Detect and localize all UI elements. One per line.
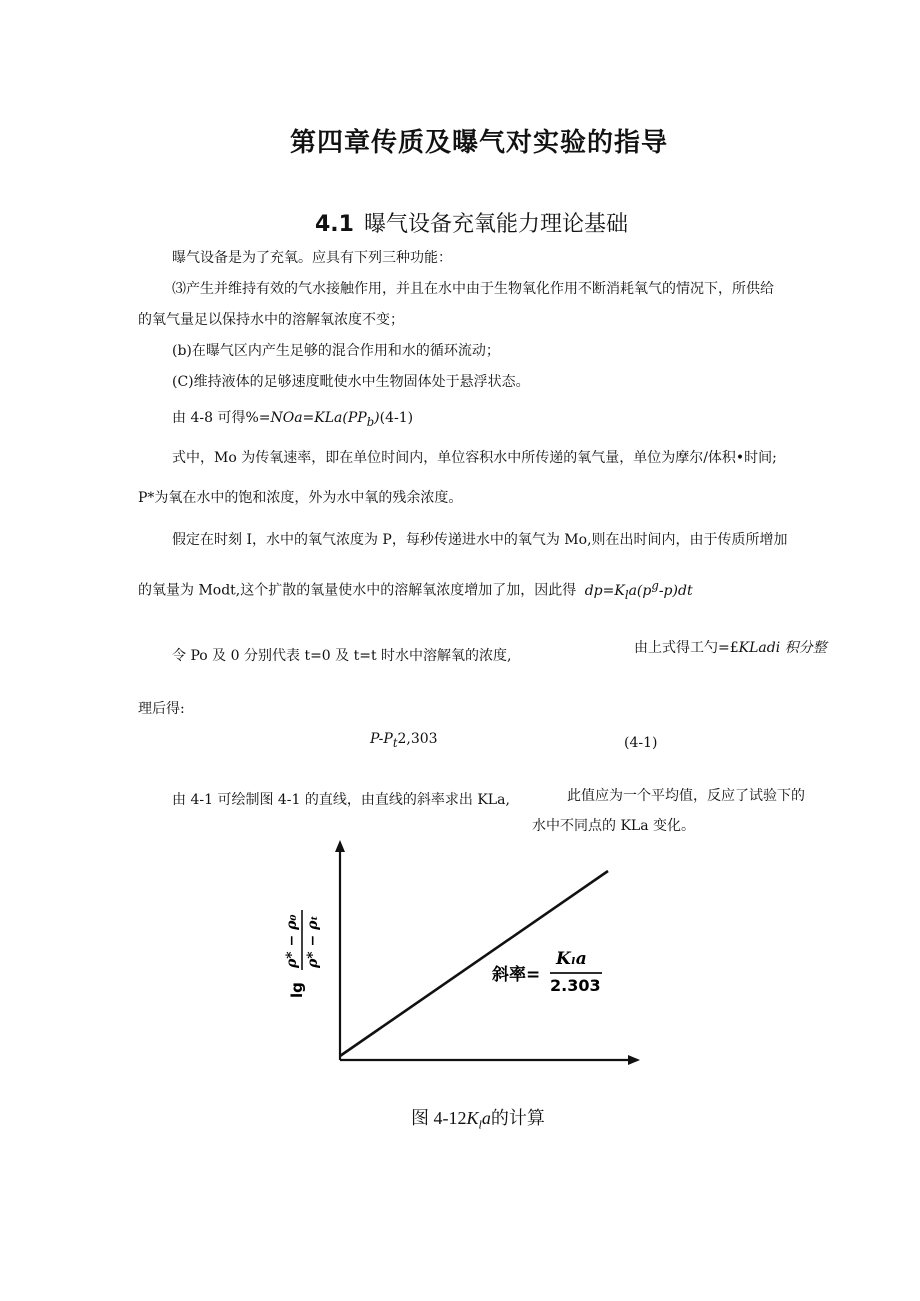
- slope-numerator: Kₗa: [556, 949, 587, 969]
- para-item-c: (C)维持液体的足够速度毗使水中生物固体处于悬浮状态。: [172, 374, 530, 390]
- result-equation: [370, 729, 438, 753]
- para-avg-line2: 水中不同点的 KLa 变化。: [532, 818, 696, 834]
- caption-suffix: 的计算: [490, 1108, 545, 1128]
- ylabel-lg: lg: [288, 982, 306, 998]
- para-intro: 曝气设备是为了充氧。应具有下列三种功能：: [172, 250, 452, 266]
- para-let-line: 令 Po 及 0 分别代表 t=0 及 t=t 时水中溶解氧的浓度,: [172, 648, 512, 664]
- para-item-a-line2: 的氧气量足以保持水中的溶解氧浓度不变；: [138, 312, 404, 328]
- kla-figure: [260, 838, 660, 1070]
- eq-suffix: (4-1): [379, 410, 414, 426]
- assume-prefix: 的氧量为 Modt,这个扩散的氧量使水中的溶解氧浓度增加了加，因此得: [138, 582, 577, 599]
- section-number: 4.1: [315, 212, 354, 237]
- ylabel-denominator: ρ* − ρₜ: [305, 915, 321, 968]
- para-item-a-line1: ⑶产生并维持有效的气水接触作用，并且在水中由于生物氧化作用不断消耗氧气的情况下，所供给: [172, 281, 774, 297]
- section-heading: [315, 207, 628, 238]
- para-assume-line2: [138, 575, 693, 604]
- caption-prefix: 图 4-12: [411, 1108, 467, 1128]
- para-avg-line1: 此值应为一个平均值，反应了试验下的: [567, 788, 805, 804]
- result-equation-label: (4-1): [624, 735, 658, 751]
- y-axis-arrow: [335, 840, 345, 852]
- chapter-title: 第四章传质及曝气对实验的指导: [290, 128, 669, 158]
- para-integrate: [634, 638, 827, 658]
- integrate-prefix: 由上式得工勺=£: [634, 640, 739, 656]
- para-item-b: (b)在曝气区内产生足够的混合作用和水的循环流动；: [172, 343, 500, 359]
- eq-subscript: b: [366, 414, 375, 429]
- eq-close: ): [374, 410, 380, 426]
- integrate-formula: KLadi 积分整: [738, 640, 827, 656]
- para-assume-line1: 假定在时刻 I，水中的氧气浓度为 P，每秒传递进水中的氧气为 Mo,则在出时间内，由于传质所增加: [172, 532, 788, 548]
- para-def-line1: 式中，Mo 为传氧速率，即在单位时间内，单位容积水中所传递的氧气量，单位为摩尔/体积•时间;: [172, 450, 777, 466]
- para-plot-line: 由 4-1 可绘制图 4-1 的直线，由直线的斜率求出 KLa,: [172, 792, 510, 808]
- para-after-line: 理后得:: [138, 701, 185, 717]
- result-subscript: t: [392, 735, 398, 750]
- slope-denominator: 2.303: [550, 976, 601, 995]
- figure-caption: [411, 1104, 545, 1133]
- equation-line: [172, 408, 413, 432]
- assume-formula: $dp=K_la(p^g-p)dt$: [584, 578, 693, 602]
- x-axis-arrow: [628, 1055, 640, 1065]
- section-title: 曝气设备充氧能力理论基础: [363, 212, 628, 237]
- para-def-line2: P*为氧在水中的饱和浓度，外为水中氧的残余浓度。: [138, 490, 463, 506]
- caption-formula-end: a: [481, 1108, 491, 1128]
- caption-formula: K: [466, 1108, 479, 1128]
- result-formula: P-P: [370, 731, 393, 747]
- caption-subscript: l: [478, 1117, 482, 1132]
- slope-label: 斜率=: [492, 965, 541, 985]
- ylabel-numerator: ρ* − ρ₀: [284, 914, 300, 968]
- eq-prefix: 由 4-8 可得%=: [172, 410, 271, 426]
- eq-formula: NOa=KLa(PP: [270, 410, 367, 426]
- result-number: 2,303: [397, 731, 438, 747]
